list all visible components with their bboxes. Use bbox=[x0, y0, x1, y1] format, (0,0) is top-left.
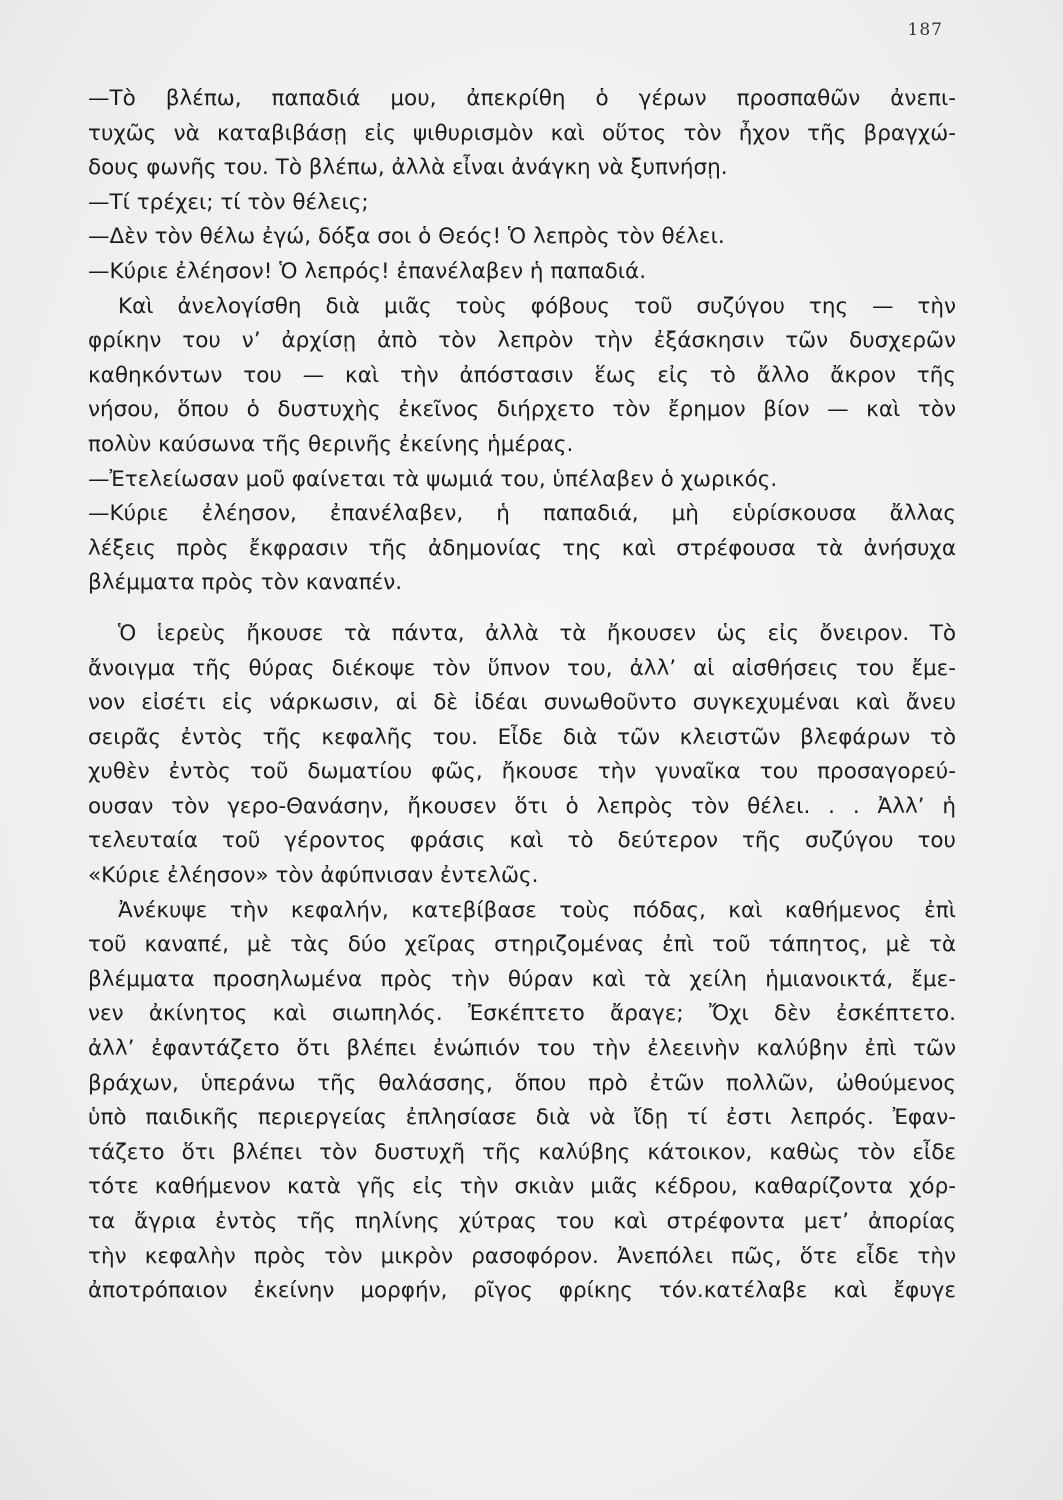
text-line: Καὶ ἀνελογίσθη διὰ μιᾶς τοὺς φόβους τοῦ συζύγου της — τὴν bbox=[118, 293, 956, 319]
text-line: βλέμματα πρὸς τὸν καναπέν. bbox=[88, 570, 403, 596]
text-line: τότε καθήμενον κατὰ γῆς εἰς τὴν σκιὰν μιᾶς κέδρου, καθαρίζοντα χόρ- bbox=[88, 1174, 956, 1200]
text-line: —Δὲν τὸν θέλω ἐγώ, δόξα σοι ὁ Θεός! Ὁ λεπρὸς τὸν θέλει. bbox=[88, 224, 725, 250]
text-line: ἄνοιγμα τῆς θύρας διέκοψε τὸν ὕπνον του, ἀλλ’ αἱ αἰσθήσεις του ἔμε- bbox=[88, 655, 956, 681]
text-line: —Τί τρέχει; τί τὸν θέλεις; bbox=[88, 189, 369, 215]
page-number: 187 bbox=[907, 20, 943, 40]
text-line: νήσου, ὅπου ὁ δυστυχὴς ἐκεῖνος διήρχετο τὸν ἔρημον βίον — καὶ τὸν bbox=[88, 397, 956, 423]
text-line: βράχων, ὑπεράνω τῆς θαλάσσης, ὅπου πρὸ ἐτῶν πολλῶν, ὠθούμενος bbox=[88, 1070, 956, 1096]
text-line: —Ἐτελείωσαν μοῦ φαίνεται τὰ ψωμιά του, ὑπέλαβεν ὁ χωρικός. bbox=[88, 466, 778, 492]
text-line: ὑπὸ παιδικῆς περιεργείας ἐπλησίασε διὰ νὰ ἴδῃ τί ἐστι λεπρός. Ἐφαν- bbox=[88, 1105, 956, 1131]
text-line: «Κύριε ἐλέησον» τὸν ἀφύπνισαν ἐντελῶς. bbox=[88, 863, 539, 889]
text-line: —Κύριε ἐλέησον, ἐπανέλαβεν, ἡ παπαδιά, μὴ εὑρίσκουσα ἄλλας bbox=[88, 501, 956, 527]
text-line: καθηκόντων του — καὶ τὴν ἀπόστασιν ἕως εἰς τὸ ἄλλο ἄκρον τῆς bbox=[88, 362, 956, 388]
body-text bbox=[88, 82, 956, 1309]
text-line: δους φωνῆς του. Τὸ βλέπω, ἀλλὰ εἶναι ἀνάγκη νὰ ξυπνήσῃ. bbox=[88, 155, 728, 181]
text-line: τα ἄγρια ἐντὸς τῆς πηλίνης χύτρας του καὶ στρέφοντα μετ’ ἀπορίας bbox=[88, 1209, 956, 1234]
text-line: ουσαν τὸν γερο-Θανάσην, ἤκουσεν ὅτι ὁ λεπρὸς τὸν θέλει. . . Ἀλλ’ ἡ bbox=[88, 793, 956, 819]
text-line: φρίκην του ν’ ἀρχίσῃ ἀπὸ τὸν λεπρὸν τὴν ἐξάσκησιν τῶν δυσχερῶν bbox=[88, 328, 956, 354]
text-line: λέξεις πρὸς ἔκφρασιν τῆς ἀδημονίας της καὶ στρέφουσα τὰ ἀνήσυχα bbox=[88, 535, 956, 561]
text-line: νεν ἀκίνητος καὶ σιωπηλός. Ἐσκέπτετο ἄραγε; Ὄχι δὲν ἐσκέπτετο. bbox=[88, 1001, 956, 1027]
text-line: τάζετο ὅτι βλέπει τὸν δυστυχῆ τῆς καλύβης κάτοικον, καθὼς τὸν εἶδε bbox=[88, 1139, 956, 1165]
text-line: τυχῶς νὰ καταβιβάσῃ εἰς ψιθυρισμὸν καὶ οὕτος τὸν ἦχον τῆς βραγχώ- bbox=[88, 120, 956, 146]
text-line: τελευταία τοῦ γέροντος φράσις καὶ τὸ δεύτερον τῆς συζύγου του bbox=[88, 828, 956, 854]
text-line: σειρᾶς ἐντὸς τῆς κεφαλῆς του. Εἶδε διὰ τῶν κλειστῶν βλεφάρων τὸ bbox=[88, 724, 956, 750]
text-line: τὴν κεφαλὴν πρὸς τὸν μικρὸν ρασοφόρον. Ἀνεπόλει πῶς, ὅτε εἶδε τὴν bbox=[88, 1243, 956, 1269]
text-line: ἀποτρόπαιον ἐκείνην μορφήν, ρῖγος φρίκης τόν.κατέλαβε καὶ ἔφυγε bbox=[88, 1278, 956, 1304]
text-line: πολὺν καύσωνα τῆς θερινῆς ἐκείνης ἡμέρας. bbox=[88, 431, 574, 457]
text-line: —Κύριε ἐλέησον! Ὁ λεπρός! ἐπανέλαβεν ἡ παπαδιά. bbox=[88, 258, 647, 284]
text-line: Ἀνέκυψε τὴν κεφαλήν, κατεβίβασε τοὺς πόδας, καὶ καθήμενος ἐπὶ bbox=[118, 897, 956, 923]
text-line: τοῦ καναπέ, μὲ τὰς δύο χεῖρας στηριζομένας ἐπὶ τοῦ τάπητος, μὲ τὰ bbox=[88, 932, 956, 958]
text-line: Ὁ ἱερεὺς ἤκουσε τὰ πάντα, ἀλλὰ τὰ ἤκουσεν ὡς εἰς ὄνειρον. Τὸ bbox=[118, 620, 956, 646]
text-line: χυθὲν ἐντὸς τοῦ δωματίου φῶς, ἤκουσε τὴν γυναῖκα του προσαγορεύ- bbox=[88, 759, 956, 785]
text-line: ἀλλ’ ἐφαντάζετο ὅτι βλέπει ἐνώπιόν του τὴν ἐλεεινὴν καλύβην ἐπὶ τῶν bbox=[88, 1036, 956, 1062]
text-line: νον εἰσέτι εἰς νάρκωσιν, αἱ δὲ ἰδέαι συνωθοῦντο συγκεχυμέναι καὶ ἄνευ bbox=[88, 690, 956, 716]
text-line: —Τὸ βλέπω, παπαδιά μου, ἀπεκρίθη ὁ γέρων προσπαθῶν ἀνεπι- bbox=[88, 86, 956, 111]
text-line: βλέμματα προσηλωμένα πρὸς τὴν θύραν καὶ τὰ χείλη ἡμιανοικτά, ἔμε- bbox=[88, 966, 956, 992]
